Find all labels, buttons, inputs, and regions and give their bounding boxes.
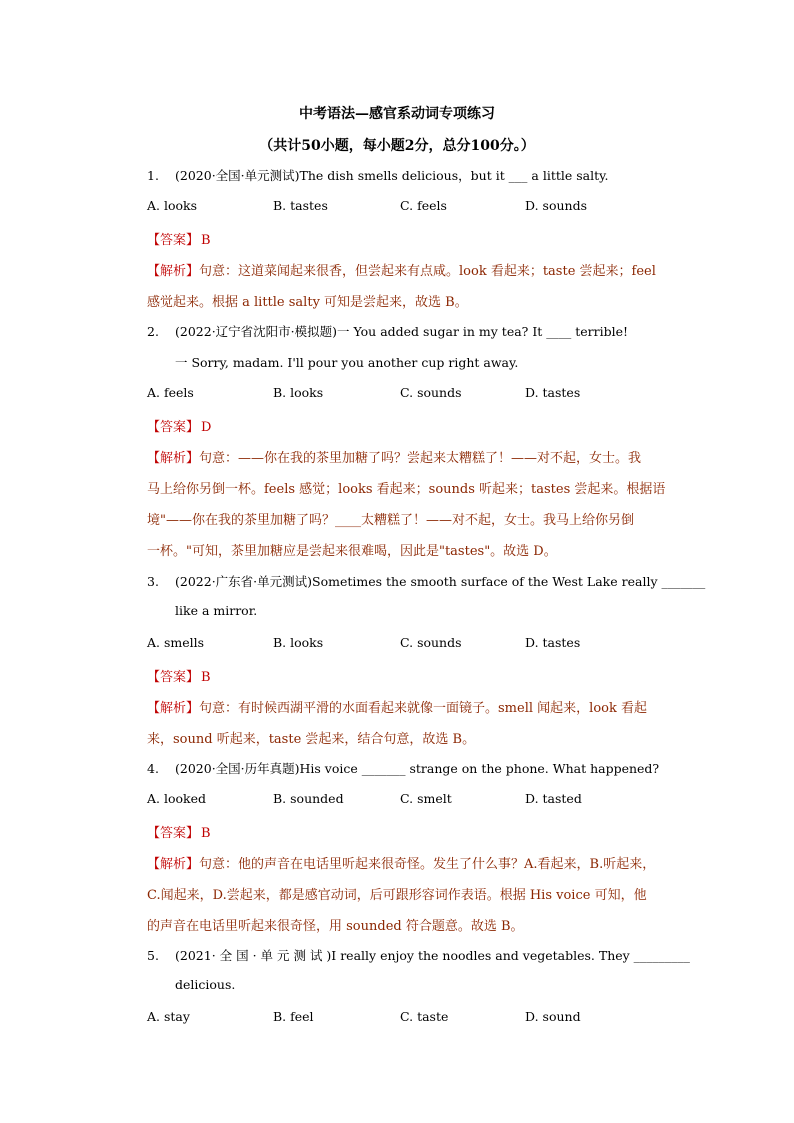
answer-label: 【答案】 [147, 670, 200, 685]
question-text: (2020·全国·历年真题)His voice _______ strange on the phone. What happened? [175, 761, 660, 776]
option-c: C. feels [400, 198, 447, 213]
option-b: B. feel [273, 1009, 314, 1024]
option-d: D. tastes [525, 635, 581, 650]
explanation-text: 的声音在电话里听起来很奇怪，用 sounded 符合题意。故选 B。 [147, 919, 524, 934]
question-number: 5. [147, 948, 159, 963]
answer-label: 【答案】 [147, 826, 200, 841]
explanation-text: 句意：这道菜闻起来很香，但尝起来有点咸。look 看起来；taste 尝起来；feel [199, 264, 656, 279]
explanation-text: 句意：他的声音在电话里听起来很奇怪。发生了什么事？A.看起来，B.听起来， [199, 857, 656, 872]
option-c: C. smelt [400, 791, 452, 806]
option-a: A. looked [147, 791, 206, 806]
explanation-line [147, 260, 656, 279]
question-text: (2022·辽宁省沈阳市·模拟题)一 You added sugar in my tea? It ____ terrible! [175, 324, 629, 339]
answer-line [147, 229, 211, 248]
option-a: A. smells [147, 635, 205, 650]
option-b: B. tastes [273, 198, 328, 213]
option-d: D. sounds [525, 198, 587, 213]
answer-label: 【答案】 [147, 233, 200, 248]
explanation-text: 一杯。"可知，茶里加糖应是尝起来很难喝，因此是"tastes"。故选 D。 [147, 544, 557, 559]
question-text-continued: like a mirror. [175, 603, 258, 618]
explanation-label: 【解析】 [147, 701, 200, 716]
question-text-continued: 一 Sorry, madam. I'll pour you another cup right away. [175, 355, 519, 370]
explanation-text: C.闻起来，D.尝起来，都是感官动词，后可跟形容词作表语。根据 His voice 可知，他 [147, 888, 647, 903]
explanation-label: 【解析】 [147, 451, 200, 466]
page-title: 中考语法—感官系动词专项练习 [299, 106, 495, 122]
explanation-line [147, 853, 655, 872]
explanation-text: 句意：有时候西湖平滑的水面看起来就像一面镜子。smell 闻起来，look 看起 [199, 701, 647, 716]
question-number: 4. [147, 761, 159, 776]
answer-value: D [201, 420, 212, 435]
answer-line [147, 822, 211, 841]
question-text: (2021· 全 国 · 单 元 测 试 )I really enjoy the noodles and vegetables. They _________ [175, 948, 690, 963]
explanation-label: 【解析】 [147, 857, 200, 872]
answer-value: B [201, 670, 211, 685]
explanation-line [147, 697, 647, 716]
explanation-text: 句意：——你在我的茶里加糖了吗？尝起来太糟糕了！——对不起，女士。我 [199, 451, 642, 466]
question-number: 1. [147, 168, 159, 183]
option-c: C. sounds [400, 385, 462, 400]
explanation-text: 马上给你另倒一杯。feels 感觉；looks 看起来；sounds 听起来；tastes 尝起来。根据语 [147, 482, 666, 497]
option-a: A. looks [147, 198, 198, 213]
option-b: B. looks [273, 635, 324, 650]
question-text-continued: delicious. [175, 977, 236, 992]
option-d: D. tasted [525, 791, 582, 806]
question-number: 3. [147, 574, 159, 589]
answer-label: 【答案】 [147, 420, 200, 435]
option-a: A. stay [147, 1009, 190, 1024]
option-d: D. tastes [525, 385, 581, 400]
explanation-label: 【解析】 [147, 264, 200, 279]
option-c: C. sounds [400, 635, 462, 650]
question-text: (2022·广东省·单元测试)Sometimes the smooth surface of the West Lake really _______ [175, 574, 706, 589]
page-subtitle: （共计50小题，每小题2分，总分100分。） [259, 138, 535, 154]
explanation-text: 来，sound 听起来，taste 尝起来，结合句意，故选 B。 [147, 732, 476, 747]
option-a: A. feels [147, 385, 194, 400]
answer-line [147, 666, 211, 685]
explanation-text: 感觉起来。根据 a little salty 可知是尝起来，故选 B。 [147, 295, 468, 310]
explanation-text: 境"——你在我的茶里加糖了吗？____太糟糕了！——对不起，女士。我马上给你另倒 [147, 513, 634, 528]
answer-value: B [201, 233, 211, 248]
answer-line [147, 416, 211, 435]
answer-value: B [201, 826, 211, 841]
question-text: (2020·全国·单元测试)The dish smells delicious，but it ___ a little salty. [175, 168, 609, 183]
question-number: 2. [147, 324, 159, 339]
option-b: B. sounded [273, 791, 344, 806]
explanation-line [147, 447, 641, 466]
option-c: C. taste [400, 1009, 449, 1024]
option-b: B. looks [273, 385, 324, 400]
option-d: D. sound [525, 1009, 581, 1024]
